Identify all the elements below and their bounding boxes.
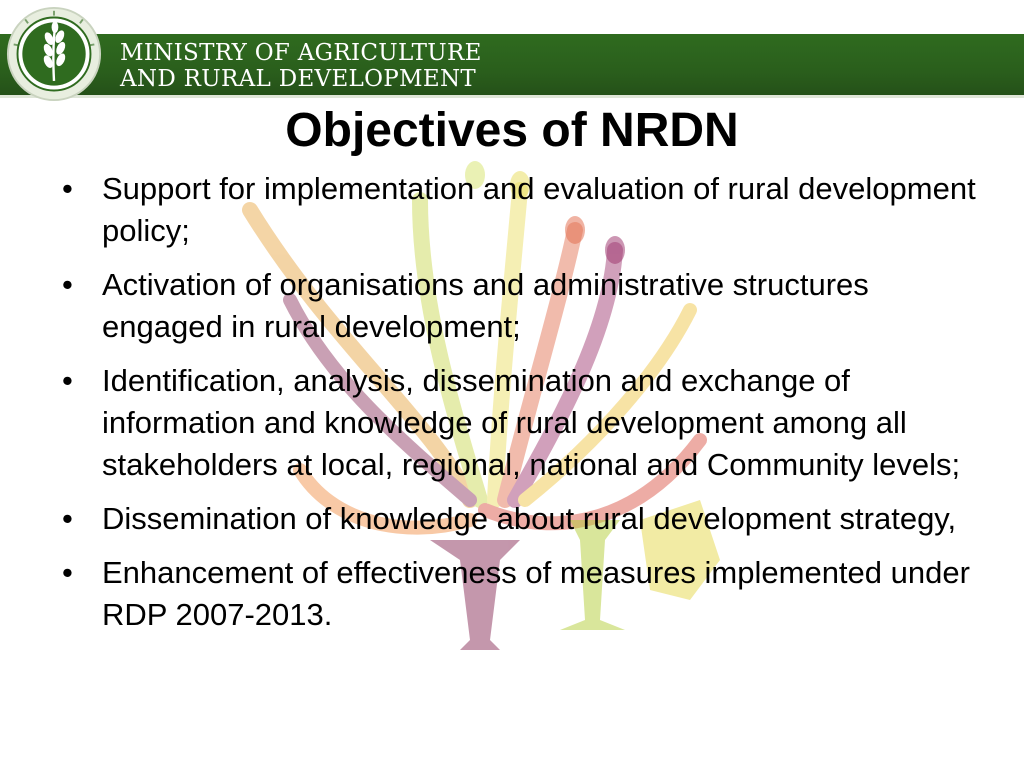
bullet-marker: • [62,267,73,302]
list-item [58,552,978,636]
list-item-text: Activation of organisations and administrative structures engaged in rural development; [102,267,869,344]
ministry-name [120,40,482,92]
bullet-marker: • [62,555,73,590]
ministry-name-line1: MINISTRY OF AGRICULTURE [120,40,482,66]
list-item [58,264,978,348]
list-item-text: Enhancement of effectiveness of measures implemented under RDP 2007-2013. [102,555,970,632]
list-item-text: Dissemination of knowledge about rural development strategy, [102,501,957,536]
bullet-marker: • [62,501,73,536]
ministry-seal-logo [6,6,102,102]
list-item-text: Support for implementation and evaluation of rural development policy; [102,171,976,248]
slide-title: Objectives of NRDN [285,104,739,157]
objectives-list [58,168,978,648]
bullet-marker: • [62,171,73,206]
list-item-text: Identification, analysis, dissemination and exchange of information and knowledge of rural development among all stakeholders at local, regional, national and Community levels; [102,363,961,482]
list-item [58,360,978,486]
bullet-marker: • [62,363,73,398]
list-item [58,168,978,252]
ministry-name-line2: AND RURAL DEVELOPMENT [120,66,477,92]
list-item [58,498,978,540]
